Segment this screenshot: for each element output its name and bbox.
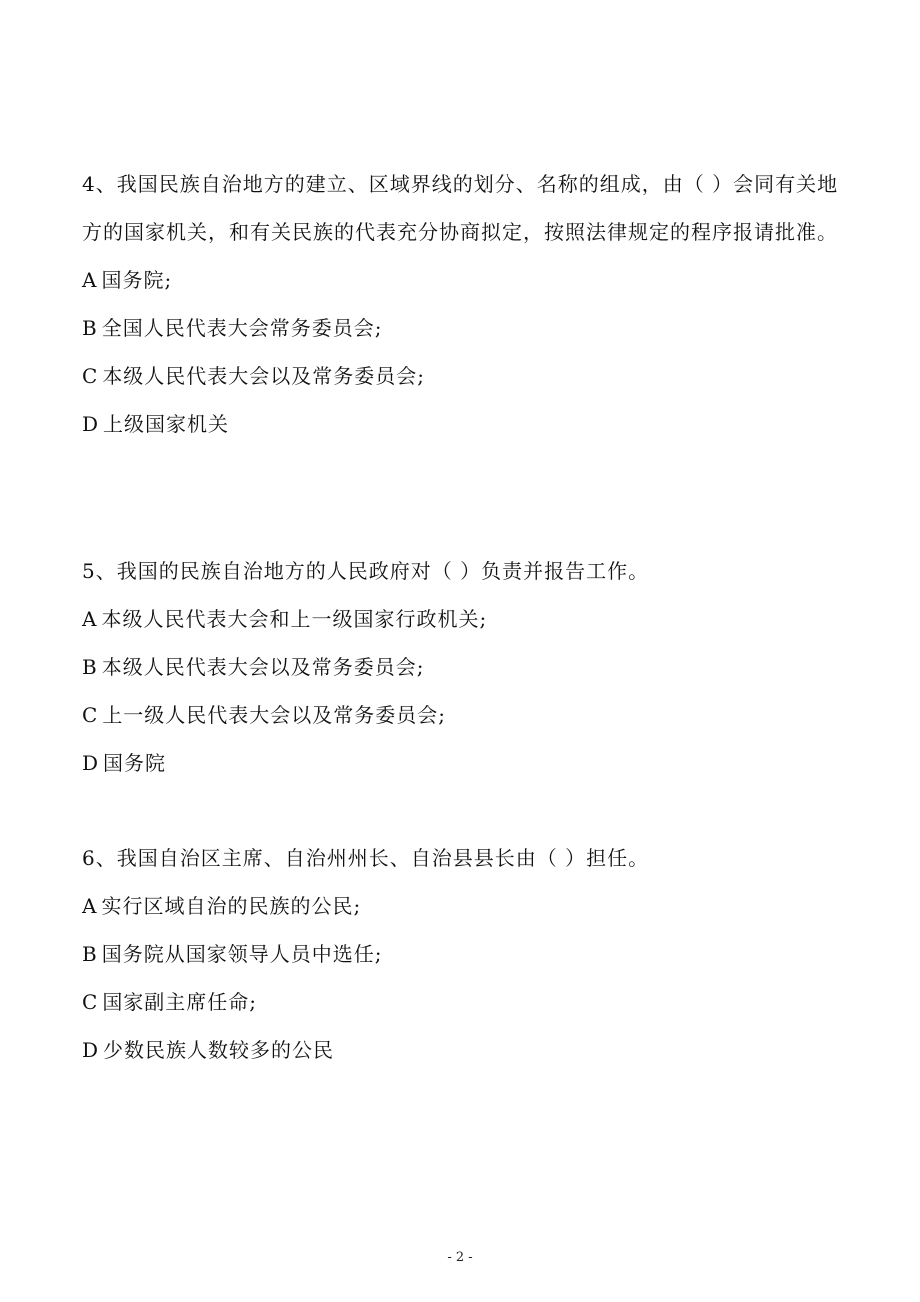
option-text: 国家副主席任命; [102,990,258,1014]
option-d [82,400,842,448]
option-b [82,304,842,352]
option-d [82,739,842,787]
option-letter: B [82,316,98,340]
option-a [82,256,842,304]
question-stem: 5、我国的民族自治地方的人民政府对（ ）负责并报告工作。 [82,559,650,583]
option-c [82,978,842,1026]
option-text: 本级人民代表大会和上一级国家行政机关; [101,607,488,631]
option-letter: B [82,655,98,679]
option-letter: A [82,268,98,292]
question-stem: 4、我国民族自治地方的建立、区域界线的划分、名称的组成，由（ ）会同有关地方的国家机关，和有关民族的代表充分协商拟定，按照法律规定的程序报请批准。 [82,172,839,244]
option-letter: D [82,412,100,436]
option-letter: C [82,703,99,727]
option-text: 本级人民代表大会以及常务委员会; [101,655,425,679]
option-letter: A [82,607,98,631]
option-letter: D [82,751,100,775]
option-c [82,352,842,400]
question-4 [82,160,842,448]
option-text: 国务院 [103,751,167,775]
option-letter: D [82,1038,100,1062]
option-a [82,882,842,930]
option-letter: B [82,942,98,966]
option-letter: C [82,990,99,1014]
question-6 [82,834,842,1074]
option-b [82,643,842,691]
option-text: 实行区域自治的民族的公民; [101,894,362,918]
option-b [82,930,842,978]
page-number: - 2 - [447,1250,473,1265]
question-stem: 6、我国自治区主席、自治州州长、自治县县长由（ ）担任。 [82,846,650,870]
option-c [82,691,842,739]
option-letter: C [82,364,99,388]
option-text: 上一级人民代表大会以及常务委员会; [102,703,447,727]
option-text: 全国人民代表大会常务委员会; [101,316,383,340]
option-text: 本级人民代表大会以及常务委员会; [102,364,426,388]
option-text: 国务院; [101,268,173,292]
option-a [82,595,842,643]
question-5 [82,547,842,787]
option-d [82,1026,842,1074]
option-text: 少数民族人数较多的公民 [103,1038,335,1062]
option-text: 国务院从国家领导人员中选任; [101,942,383,966]
option-letter: A [82,894,98,918]
option-text: 上级国家机关 [103,412,230,436]
